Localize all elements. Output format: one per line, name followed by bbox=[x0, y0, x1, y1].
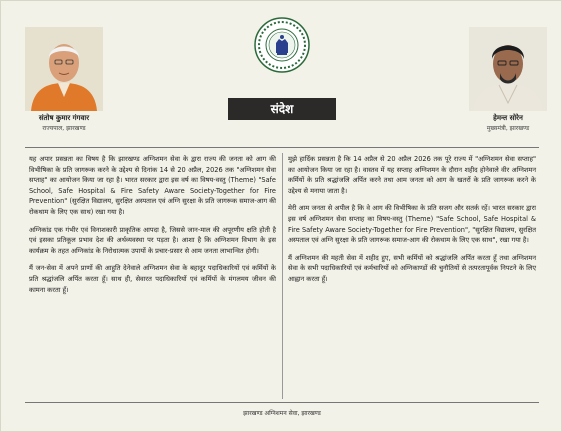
governor-name: संतोष कुमार गंगवार bbox=[38, 114, 90, 122]
governor-photo bbox=[25, 27, 103, 111]
state-emblem-icon bbox=[254, 17, 310, 73]
message-title: संदेश bbox=[228, 98, 336, 120]
governor-message bbox=[29, 154, 276, 302]
bottom-divider bbox=[25, 402, 539, 403]
chief-minister-name: हेमन्त सोरेन bbox=[493, 114, 523, 122]
governor-role: राज्यपाल, झारखण्ड bbox=[42, 125, 86, 132]
chief-minister-role: मुख्यमंत्री, झारखण्ड bbox=[486, 125, 530, 132]
chief-minister-portrait-icon bbox=[469, 27, 547, 111]
footer-signature: झारखण्ड अग्निशमन सेवा, झारखण्ड bbox=[243, 410, 321, 417]
top-divider bbox=[25, 147, 539, 148]
chief-minister-photo bbox=[469, 27, 547, 111]
governor-portrait-icon bbox=[25, 27, 103, 111]
governor-message-paragraph: यह अपार प्रसन्नता का विषय है कि झारखण्ड अग्निशमन सेवा के द्वारा राज्य की जनता को आग की विभीषिका के प्रति जागरूक करने के उद्देश्य से दिनांक 14 से 20 अप्रैल, 2026 तक "अग्निशमन सेवा सप्ताह" का आयोजन किया जा रहा है। भारत सरकार द्वारा इस वर्ष का विषय-वस्तु (Theme) "Safe School, Safe Hospital & Fire Safety Aware Society-Together for Fire Prevention" (सुरक्षित विद्यालय, सुरक्षित अस्पताल एवं अग्नि सुरक्षा के प्रति जागरूक समाज-आग की रोकथाम के लिए एक साथ) रखा गया है। bbox=[29, 155, 276, 216]
governor-message-paragraph: मैं जन-सेवा में अपने प्राणों की आहुति देनेवाले अग्निशमन सेवा के बहादुर पदाधिकारियों एवं कर्मियों के प्रति श्रद्धांजलि अर्पित करता हूँ। साथ ही, सेवारत पदाधिकारियों एवं कर्मियों के मंगलमय जीवन की कामना करता हूँ। bbox=[29, 264, 276, 294]
chief-minister-message bbox=[288, 154, 536, 292]
governor-message-paragraph: अग्निकांड एक गंभीर एवं विनाशकारी प्राकृतिक आपदा है, जिससे जान-माल की अपूरणीय क्षति होती है एवं इसका प्रतिकूल प्रभाव देश की अर्थव्यवस्था पर पड़ता है। आशा है कि अग्निशमन विभाग के इस कार्यक्रम के तहत अग्निकांड के निरोधात्मक उपायों के प्रचार-प्रसार से आम जनता लाभान्वित होगी। bbox=[29, 225, 276, 255]
chief-minister-message-paragraph: मैं अग्निशमन की महती सेवा में शहीद हुए, सभी कर्मियों को श्रद्धांजलि अर्पित करता हूँ तथा अग्निशमन सेवा के सभी पदाधिकारियों एवं कर्मचारियों को अग्निकाण्डों की चुनौतियों से तत्परतापूर्वक निपटने के लिए आह्वान करता हूँ। bbox=[288, 253, 536, 283]
column-divider bbox=[282, 153, 283, 399]
state-emblem bbox=[254, 17, 310, 73]
chief-minister-message-paragraph: मुझे हार्दिक प्रसन्नता है कि 14 अप्रैल से 20 अप्रैल 2026 तक पूरे राज्य में "अग्निशमन सेवा सप्ताह" का आयोजन किया जा रहा है। वास्तव में यह सप्ताह अग्निशमन के दौरान शहीद होनेवाले वीर अग्निशमन कर्मियों के प्रति श्रद्धांजलि अर्पित करने तथा आम जनता को आग के खतरों के प्रति जागरूक करने के उद्देश्य से मनाया जाता है। bbox=[288, 155, 536, 195]
chief-minister-message-paragraph: मेरी आम जनता से अपील है कि वे आग की विभीषिका के प्रति सजग और सतर्क रहें। भारत सरकार द्वारा इस वर्ष अग्निशमन सेवा सप्ताह का विषय-वस्तु (Theme) "Safe School, Safe Hospital & Fire Safety Aware Society-Together for Fire Prevention", "सुरक्षित विद्यालय, सुरक्षित अस्पताल एवं अग्नि सुरक्षा के प्रति जागरूक समाज-आग की रोकथाम के लिए एक साथ", रखा गया है। bbox=[288, 204, 536, 245]
